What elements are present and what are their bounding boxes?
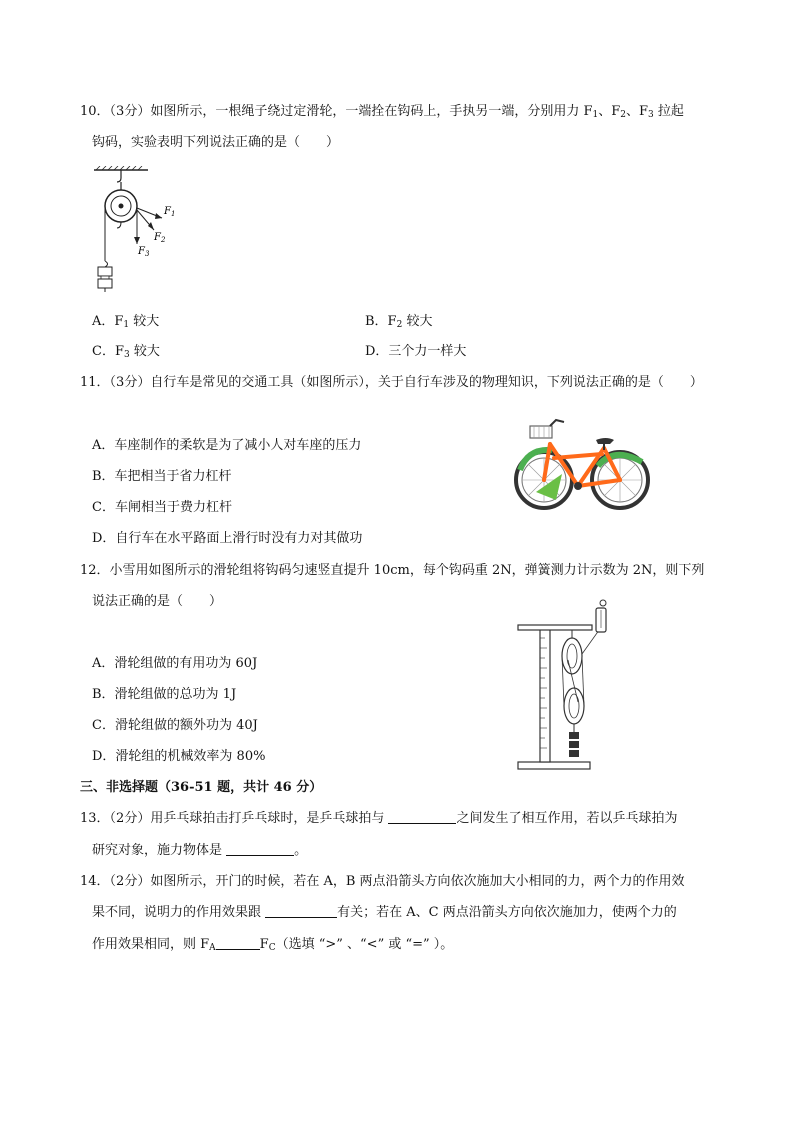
q10-line1: 10．（3分）如图所示，一根绳子绕过定滑轮，一端拴在钩码上，手执另一端，分别用力 $F_1$、$F_2$、$F_3$ 拉起 [80,104,684,120]
q11-option-b[interactable]: B．车把相当于省力杠杆 [92,469,232,484]
q11-option-d[interactable]: D．自行车在水平路面上滑行时没有力对其做功 [92,531,363,546]
pulley-block-figure [514,598,634,774]
q13-line1: 13．（2分）用乒乓球拍击打乒乓球时，是乒乓球拍与 之间发生了相互作用，若以乒乓球拍为 [80,811,678,826]
q12-option-d[interactable]: D．滑轮组的机械效率为 80% [92,749,266,764]
q11-line1: 11．（3分）自行车是常见的交通工具（如图所示），关于自行车涉及的物理知识，下列说法正确的是（ ） [80,375,703,390]
q13-blank-1[interactable] [388,810,456,824]
q14-line1: 14．（2分）如图所示，开门的时候，若在 A，B 两点沿箭头方向依次施加大小相同的力，两个力的作用效 [80,874,685,889]
q10-line2: 钩码，实验表明下列说法正确的是（ ） [92,135,340,150]
q10-number: 10． [80,104,110,119]
q14-blank-1[interactable] [265,904,337,918]
q12-line2: 说法正确的是（ ） [92,594,223,609]
q12-line1: 12．小雪用如图所示的滑轮组将钩码匀速竖直提升 10cm，每个钩码重 2N，弹簧测力计示数为 2N，则下列 [80,563,705,578]
q13-blank-2[interactable] [226,842,294,856]
bicycle-figure [514,418,652,514]
q12-option-a[interactable]: A．滑轮组做的有用功为 60J [92,656,258,671]
q14-line2: 果不同，说明力的作用效果跟 有关；若在 A、C 两点沿箭头方向依次施加力，使两个力的 [92,905,677,920]
q14-line3: 作用效果相同，则 $F_A$ $F_C$（选填 “>” 、“<” 或 “=” ）。 [92,937,454,953]
q14-blank-2[interactable] [216,936,260,950]
svg-text:F1: $F_1$ [164,206,176,218]
svg-text:F3: $F_3$ [138,246,150,258]
q12-option-b[interactable]: B．滑轮组做的总功为 1J [92,687,237,702]
section-heading: 三、非选择题（36-51 题，共计 46 分） [80,780,323,795]
q10-option-b[interactable]: B．$F_2$ 较大 [365,314,433,330]
q13-line2: 研究对象，施力物体是 。 [92,843,308,858]
q10-option-c[interactable]: C．$F_3$ 较大 [92,344,160,360]
fixed-pulley-figure [92,166,192,296]
q12-option-c[interactable]: C．滑轮组做的额外功为 40J [92,718,258,733]
svg-text:F2: $F_2$ [154,232,166,244]
q10-score: （3分） [109,104,151,119]
q11-option-a[interactable]: A．车座制作的柔软是为了减小人对车座的压力 [92,438,362,453]
q11-option-c[interactable]: C．车闸相当于费力杠杆 [92,500,232,515]
q10-option-d[interactable]: D．三个力一样大 [365,344,467,359]
q10-option-a[interactable]: A．$F_1$ 较大 [92,314,160,330]
